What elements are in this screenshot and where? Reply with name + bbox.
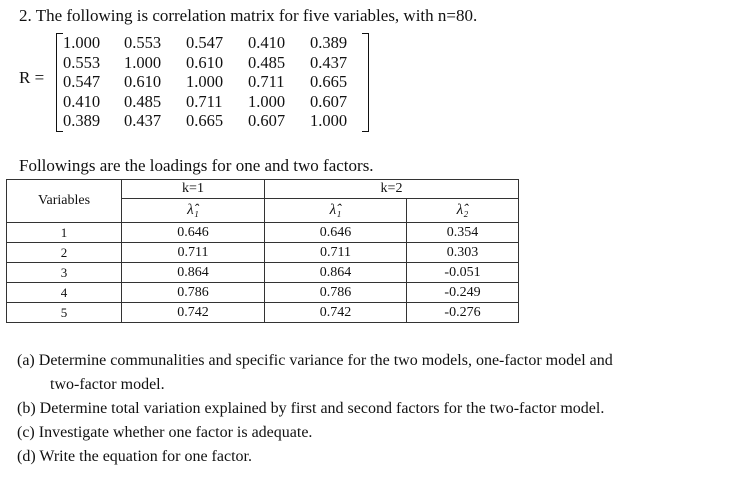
matrix-cell: 0.410 xyxy=(248,33,286,52)
matrix-cell: 0.553 xyxy=(63,52,101,72)
matrix-cell: 0.665 xyxy=(310,72,348,91)
cell-k1: 0.646 xyxy=(122,223,265,243)
matrix-cell: 0.665 xyxy=(186,111,224,130)
table-row xyxy=(7,223,527,243)
table-row xyxy=(7,243,527,263)
matrix-cell: 0.610 xyxy=(186,52,224,72)
cell-k2b: 0.354 xyxy=(407,223,519,243)
cell-k1: 0.864 xyxy=(122,263,265,283)
matrix-cell: 1.000 xyxy=(186,72,224,91)
cell-k2a: 0.646 xyxy=(265,223,407,243)
cell-k1: 0.711 xyxy=(122,243,265,263)
problem-title: 2. The following is correlation matrix for five variables, with n=80. xyxy=(19,6,478,25)
matrix-cell: 0.485 xyxy=(124,91,162,111)
cell-k1: 0.742 xyxy=(122,303,265,323)
question-a-line1: (a) Determine communalities and specific variance for the two models, one-factor model and xyxy=(17,352,613,369)
k1-header: k=1 xyxy=(122,180,265,199)
matrix-cell: 0.547 xyxy=(186,33,224,52)
matrix-cell: 0.607 xyxy=(248,111,286,130)
cell-var: 5 xyxy=(7,303,122,323)
cell-var: 3 xyxy=(7,263,122,283)
lambda1-k1-header: λ̂₁ xyxy=(122,199,265,223)
cell-k2a: 0.786 xyxy=(265,283,407,303)
table-row xyxy=(7,303,527,323)
question-c: (c) Investigate whether one factor is adequate. xyxy=(17,424,313,441)
matrix-cell: 0.547 xyxy=(63,72,101,91)
matrix-cell: 1.000 xyxy=(63,33,101,52)
matrix-cell: 0.437 xyxy=(124,111,162,130)
matrix-cell: 0.389 xyxy=(63,111,101,130)
cell-k2a: 0.711 xyxy=(265,243,407,263)
matrix-cell: 0.607 xyxy=(310,91,348,111)
cell-k2b: -0.051 xyxy=(407,263,519,283)
cell-k2b: -0.249 xyxy=(407,283,519,303)
matrix-cell: 0.437 xyxy=(310,52,348,72)
matrix-cell: 0.553 xyxy=(124,33,162,52)
cell-k2b: -0.276 xyxy=(407,303,519,323)
matrix-cell: 0.485 xyxy=(248,52,286,72)
lambda1-k2-header: λ̂₁ xyxy=(265,199,407,223)
matrix-cell: 0.389 xyxy=(310,33,348,52)
k2-header: k=2 xyxy=(265,180,519,199)
table-row xyxy=(7,263,527,283)
cell-var: 4 xyxy=(7,283,122,303)
matrix-label: R = xyxy=(19,68,45,87)
matrix-cell: 0.610 xyxy=(124,72,162,91)
question-a-line2: two-factor model. xyxy=(50,376,165,393)
cell-k2a: 0.742 xyxy=(265,303,407,323)
cell-var: 1 xyxy=(7,223,122,243)
cell-k2a: 0.864 xyxy=(265,263,407,283)
loadings-table xyxy=(6,179,527,323)
loadings-intro: Followings are the loadings for one and two factors. xyxy=(19,156,374,175)
table-row xyxy=(7,283,527,303)
matrix-cell: 0.711 xyxy=(186,91,223,111)
correlation-matrix xyxy=(58,33,370,133)
cell-k2b: 0.303 xyxy=(407,243,519,263)
cell-var: 2 xyxy=(7,243,122,263)
variables-header: Variables xyxy=(7,180,122,223)
matrix-cell: 1.000 xyxy=(248,91,286,111)
question-d: (d) Write the equation for one factor. xyxy=(17,448,252,465)
matrix-cell: 1.000 xyxy=(310,111,348,130)
matrix-cell: 0.711 xyxy=(248,72,285,91)
cell-k1: 0.786 xyxy=(122,283,265,303)
matrix-cell: 1.000 xyxy=(124,52,162,72)
question-b: (b) Determine total variation explained by first and second factors for the two-factor model. xyxy=(17,400,605,417)
lambda2-k2-header: λ̂₂ xyxy=(407,199,519,223)
matrix-cell: 0.410 xyxy=(63,91,101,111)
